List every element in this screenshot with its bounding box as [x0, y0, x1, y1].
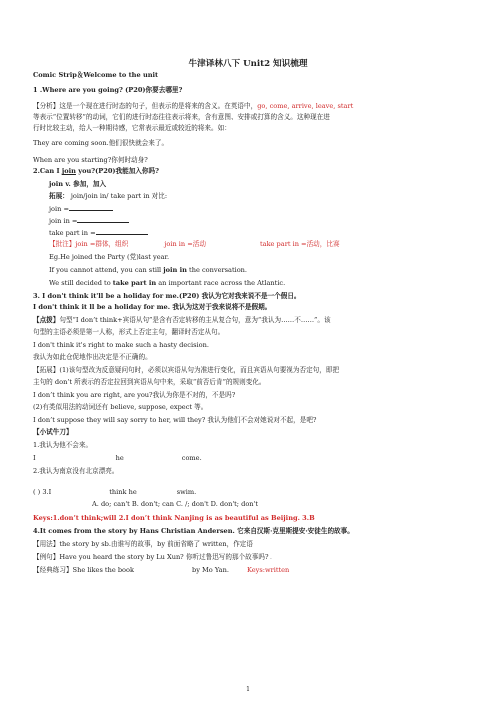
extension-text: join/join in/ take part in 对比: [68, 192, 168, 200]
example-line: 【例句】Have you heard the story by Lu Xun? 你听过鲁迅写的那个故事吗? [33, 553, 269, 561]
analysis-text: 【分析】这是一个现在进行时态的句子，但表示的是将来的含义。在英语中， [33, 102, 258, 110]
extension-2: (2)有类似用法的动词还有 believe, suppose, expect 等。 [33, 403, 208, 411]
fill-label: take part in = [49, 229, 96, 237]
join-definition: join v. 参加，加入 [49, 180, 107, 188]
question-1: 1.我认为他不会来。 [33, 441, 93, 449]
practice-line [33, 566, 289, 575]
example-key-phrase: join in [163, 266, 187, 274]
question-3-options: A. do; can't B. don't; can C. /; don't D. don't; don't [92, 500, 259, 508]
heading-join-word: join [61, 167, 76, 175]
practice-text: 【经典练习】She likes the book [33, 566, 134, 574]
section-2-example-1: Eg.He joined the Party (党)last year. [49, 253, 170, 261]
section-1-example-2: When are you starting?你何时动身? [33, 156, 148, 164]
section-3-example-cn: 我认为如此仓促地作出决定是不正确的。 [33, 353, 152, 361]
heading-text: 2.Can I [33, 167, 62, 175]
extension-2b: I don’t suppose they will say sorry to her, will they? 我认为他们不会对她说对不起，是吧? [33, 416, 317, 424]
section-1-analysis [33, 102, 353, 111]
document-title: 牛津译林八下 Unit2 知识梳理 [188, 59, 308, 69]
answer-blank[interactable] [77, 216, 129, 223]
fill-label: join in = [49, 217, 78, 225]
question-2: 2.我认为南京没有北京漂亮。 [33, 467, 119, 475]
answer-blank[interactable] [69, 204, 113, 211]
example-key-phrase: take part in [112, 279, 157, 287]
heading-text-rest: you?(P20)我能加入你吗? [75, 167, 159, 175]
section-2-heading [33, 167, 159, 176]
point-label: 【点拨】 [33, 316, 60, 324]
section-1-example-1: They are coming soon.他们很快就会来了。 [33, 139, 169, 147]
note-join-in: join in =活动 [164, 240, 206, 248]
section-3-example: I don't think it's right to make such a hasty decision. [33, 341, 209, 349]
section-1-heading: 1 .Where are you going? (P20)你要去哪里? [33, 86, 183, 94]
analysis-verbs: go, come, arrive, leave, start [257, 102, 354, 110]
extension-label: 拓展： [49, 192, 69, 200]
fill-take-part-in [49, 228, 148, 238]
point-line [33, 316, 331, 325]
section-3-heading: 3. I don't think it'll be a holiday for me.(P20) 我认为它对我来说不是一个假日。 [33, 292, 301, 300]
section-4-heading: 4.It comes from the story by Hans Christian Andersen. 它来自汉斯·克里斯提安·安徒生的故事。 [33, 527, 354, 535]
usage-line: 【用法】the story by sb.由谁写的故事，by 前面省略了 written，作定语 [33, 540, 253, 548]
question-3 [33, 488, 196, 497]
stray-dot: · [270, 556, 272, 563]
example-text-rest: an important race across the Atlantic. [156, 279, 286, 287]
q1-come: come. [181, 454, 202, 462]
example-text-rest: the conversation. [186, 266, 248, 274]
q3-prompt: ( ) 3.I [33, 488, 52, 496]
annotation-note [49, 240, 340, 249]
extension-line [49, 192, 167, 201]
q1-subject: I [33, 454, 36, 462]
point-line-2: 句型的主语必须是第一人称，形式上否定主句，翻译时否定从句。 [33, 328, 225, 336]
section-3-heading-2: I don't think it ll be a holiday for me. 我认为这对于我来说将不是假期。 [33, 303, 272, 311]
unit-subtitle: Comic Strip＆Welcome to the unit [33, 71, 159, 79]
section-2-example-2 [49, 266, 247, 275]
practice-text-rest: by Mo Yan. [191, 566, 229, 574]
note-join: 【批注】join =群体，组织 [49, 240, 129, 248]
practice-heading: 【小试牛刀】 [33, 428, 73, 436]
extension-1c: I don’t think you are right, are you?我认为你是不对的，不是吗? [33, 391, 236, 399]
section-2-example-3 [49, 279, 285, 288]
q3-swim: swim. [176, 488, 197, 496]
section-1-analysis-line2: 等表示“位置转移”的动词，它们的进行时态往往表示将来，含有意图、安排或打算的含义。这种现在进 [33, 113, 330, 121]
example-text: We still decided to [49, 279, 113, 287]
fill-join [49, 204, 113, 214]
extension-1b: 主句的 don’t 所表示的否定拉回到宾语从句中来，采取“前否后肯”的规则变化。 [33, 378, 266, 386]
answer-blank[interactable] [96, 228, 148, 235]
page-number: 1 [246, 686, 250, 693]
q3-think: think he [109, 488, 137, 496]
fill-label: join = [49, 205, 69, 213]
fill-join-in [49, 216, 129, 226]
point-text: 句型“I don’t think+宾语从句”是含有否定转移的主从复合句，意为“我认为……不……”。该 [59, 316, 331, 324]
note-take-part-in: take part in =活动，比赛 [259, 240, 340, 248]
extension-1: 【拓展】(1)该句型改为反意疑问句时，必须以宾语从句为准进行变化，而且宾语从句要视为否定句，即把 [33, 366, 340, 374]
q1-he: he [115, 454, 124, 462]
answer-keys: Keys:1.don’t think;will 2.I don’t think Nanjing is as beautiful as Beijing. 3.B [33, 514, 315, 522]
practice-key: Keys:written [246, 566, 290, 574]
question-1-blanks [33, 454, 202, 463]
section-1-analysis-line3: 行时比较主动，给人一种期待感，它常表示最近或较近的将来。如： [33, 124, 231, 132]
example-text: If you cannot attend, you can still [49, 266, 164, 274]
